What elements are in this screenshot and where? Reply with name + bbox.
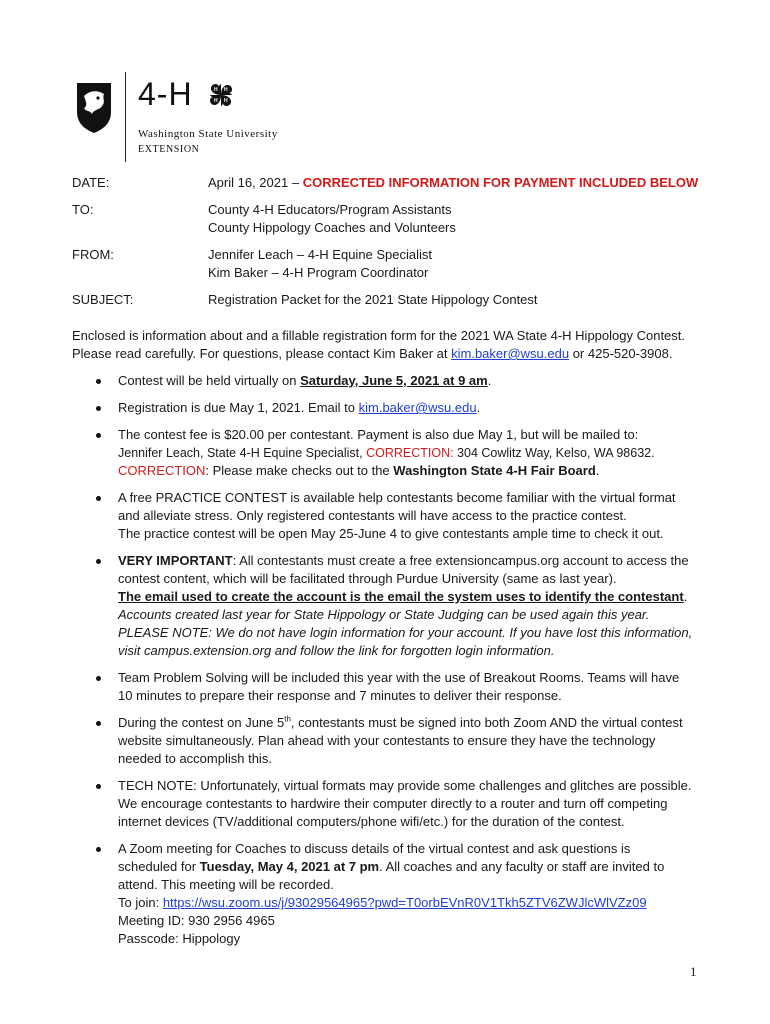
page-number: 1	[690, 964, 697, 979]
bullet-text: .	[487, 373, 492, 388]
bullet-line	[118, 894, 702, 912]
bullet-text: contest content, which will be facilitated through Purdue University (same as last year).	[118, 571, 617, 586]
wsu-4h-logo	[76, 72, 336, 164]
wsu-cougar-shield-icon	[76, 82, 112, 134]
bullet-line	[118, 462, 702, 480]
bullet-icon	[96, 559, 101, 564]
bullet-text: Contest will be held virtually on	[118, 373, 301, 388]
logo-divider	[125, 72, 126, 162]
intro-text: Please read carefully. For questions, please contact Kim Baker at	[72, 346, 452, 361]
svg-text:H: H	[214, 98, 218, 104]
bullet-text: internet devices (TV/additional computers/phone wifi/etc.) for the duration of the contest.	[118, 814, 625, 829]
list-item	[72, 714, 702, 768]
bullet-text: scheduled for	[118, 859, 200, 874]
bullet-text: attend. This meeting will be recorded.	[118, 877, 334, 892]
to-line: County Hippology Coaches and Volunteers	[208, 220, 456, 235]
email-identity-note: The email used to create the account is the email the system uses to identify the contestant	[118, 589, 684, 604]
from-value	[208, 246, 728, 282]
bullet-text: Registration is due May 1, 2021. Email to	[118, 400, 359, 415]
bullet-text: A free PRACTICE CONTEST is available help contestants become familiar with the virtual format	[118, 490, 676, 505]
list-item	[72, 426, 702, 480]
intro-line: Enclosed is information about and a fillable registration form for the 2021 WA State 4-H Hippology Contest.	[72, 328, 686, 343]
zoom-link[interactable]: https://wsu.zoom.us/j/93029564965?pwd=T0orbEVnR0V1Tkh5ZTV6ZWJlcWlVZz09	[162, 895, 647, 910]
bullet-text: .	[476, 400, 481, 415]
bullet-text: website simultaneously. Plan ahead with your contestants to ensure they have the technology	[118, 733, 656, 748]
date-value	[208, 174, 728, 192]
bullet-text: needed to accomplish this.	[118, 751, 272, 766]
bullet-line	[118, 552, 702, 570]
bullet-text: : All contestants must create a free extensioncampus.org account to access the	[232, 553, 689, 568]
bullet-text: Accounts created last year for State Hippology or State Judging can be used again this year.	[118, 607, 650, 622]
list-item	[72, 840, 702, 948]
to-label: TO:	[72, 202, 94, 217]
4h-clover-icon	[206, 80, 236, 110]
bullet-line	[118, 858, 702, 876]
from-line: Kim Baker – 4-H Program Coordinator	[208, 265, 429, 280]
bullet-icon	[96, 433, 101, 438]
bullet-text: . All coaches and any faculty or staff are invited to	[379, 859, 665, 874]
bullet-text: 10 minutes to prepare their response and 7 minutes to deliver their response.	[118, 688, 562, 703]
intro-paragraph	[72, 327, 712, 363]
list-item	[72, 489, 702, 543]
bullet-text: and alleviate stress. Only registered contestants will have access to the practice contest.	[118, 508, 627, 523]
bullet-text: visit campus.extension.org and follow the link for forgotten login information.	[118, 643, 555, 658]
subject-label: SUBJECT:	[72, 292, 134, 307]
intro-line	[72, 345, 712, 363]
meeting-passcode: Passcode: Hippology	[118, 931, 241, 946]
bullet-icon	[96, 784, 101, 789]
bullet-text: TECH NOTE: Unfortunately, virtual formats may provide some challenges and glitches are possible.	[118, 778, 692, 793]
date-label: DATE:	[72, 175, 110, 190]
payee-name: Washington State 4-H Fair Board	[393, 463, 596, 478]
svg-text:H: H	[224, 87, 228, 93]
bullet-text: .	[595, 463, 600, 478]
bullet-icon	[96, 847, 101, 852]
bullet-text: : Please make checks out to the	[205, 463, 394, 478]
contest-date: Saturday, June 5, 2021 at 9 am	[300, 373, 488, 388]
list-item	[72, 552, 702, 660]
list-item	[72, 399, 702, 417]
bullet-icon	[96, 379, 101, 384]
from-line: Jennifer Leach – 4-H Equine Specialist	[208, 247, 433, 262]
bullet-icon	[96, 676, 101, 681]
date-text: April 16, 2021 –	[208, 175, 303, 190]
meeting-date: Tuesday, May 4, 2021 at 7 pm	[199, 859, 380, 874]
meeting-id: Meeting ID: 930 2956 4965	[118, 913, 275, 928]
bullet-text: To join:	[118, 895, 163, 910]
list-item	[72, 372, 702, 390]
bullet-text: The contest fee is $20.00 per contestant. Payment is also due May 1, but will be mailed to:	[118, 427, 639, 442]
list-item	[72, 669, 702, 705]
to-line: County 4-H Educators/Program Assistants	[208, 202, 452, 217]
email-link[interactable]: kim.baker@wsu.edu	[358, 400, 477, 415]
correction-label: CORRECTION:	[366, 446, 454, 460]
list-item	[72, 777, 702, 831]
university-name: Washington State University	[138, 128, 278, 140]
bullet-line	[118, 588, 702, 606]
bullet-list	[72, 372, 702, 957]
bullet-text: The practice contest will be open May 25-June 4 to give contestants ample time to check it out.	[118, 526, 664, 541]
extension-label: EXTENSION	[138, 144, 200, 155]
bullet-icon	[96, 721, 101, 726]
correction-label: CORRECTION	[118, 463, 206, 478]
bullet-line	[118, 714, 702, 732]
bullet-icon	[96, 496, 101, 501]
svg-text:H: H	[224, 98, 228, 104]
bullet-text: PLEASE NOTE: We do not have login information for your account. If you have lost this information,	[118, 625, 693, 640]
email-link[interactable]: kim.baker@wsu.edu	[451, 346, 570, 361]
svg-text:H: H	[214, 87, 218, 93]
bullet-line	[118, 444, 702, 462]
important-label: VERY IMPORTANT	[118, 553, 233, 568]
bullet-text: Jennifer Leach, State 4-H Equine Specialist,	[118, 446, 367, 460]
bullet-text: During the contest on June 5	[118, 715, 285, 730]
ordinal-suffix: th	[284, 714, 291, 724]
intro-text: or 425-520-3908.	[569, 346, 673, 361]
bullet-icon	[96, 406, 101, 411]
bullet-text: We encourage contestants to hardwire their computer directly to a router and turn off competing	[118, 796, 668, 811]
from-label: FROM:	[72, 247, 114, 262]
bullet-text: 304 Cowlitz Way, Kelso, WA 98632.	[453, 446, 655, 460]
date-correction-notice: CORRECTED INFORMATION FOR PAYMENT INCLUDED BELOW	[302, 175, 699, 190]
bullet-text: , contestants must be signed into both Zoom AND the virtual contest	[290, 715, 683, 730]
to-value	[208, 201, 728, 237]
4h-brand-text: 4-H	[138, 76, 193, 112]
subject-value: Registration Packet for the 2021 State Hippology Contest	[208, 292, 538, 307]
bullet-text: A Zoom meeting for Coaches to discuss details of the virtual contest and ask questions is	[118, 841, 631, 856]
bullet-text: Team Problem Solving will be included this year with the use of Breakout Rooms. Teams will have	[118, 670, 680, 685]
bullet-text: .	[683, 589, 688, 604]
